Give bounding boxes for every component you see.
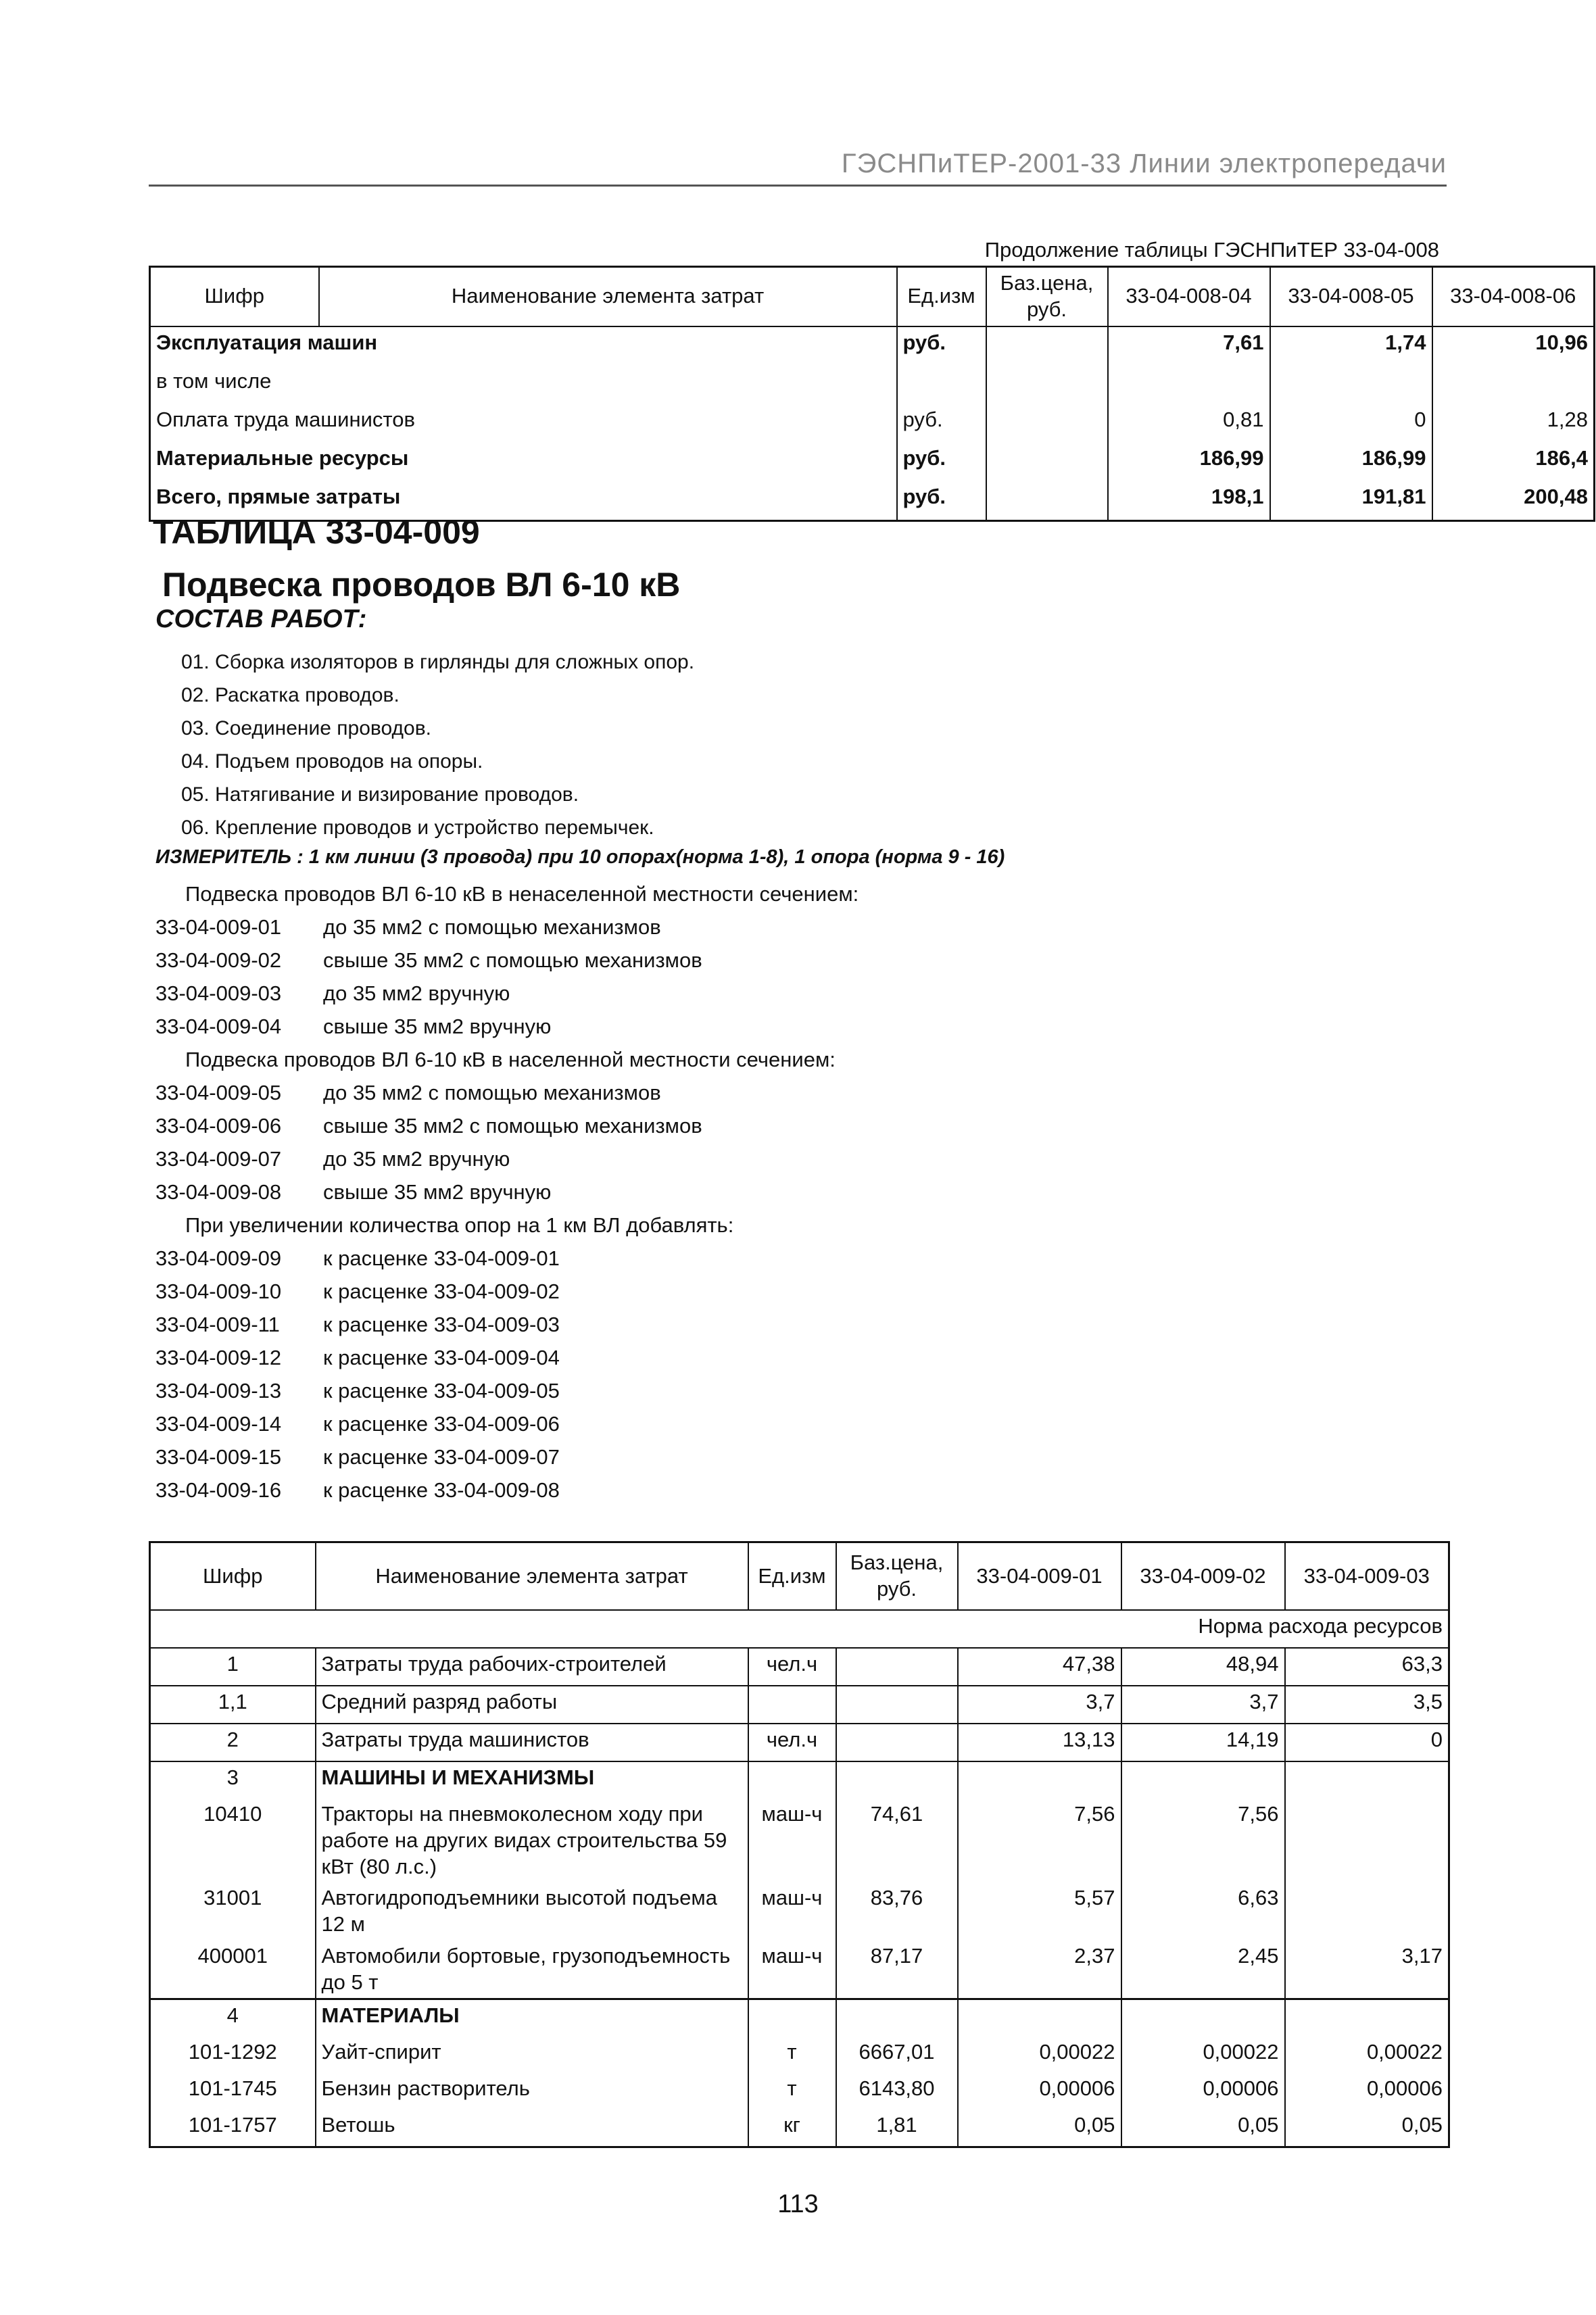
table-header-row [150, 1542, 1449, 1611]
value: 198,1 [1108, 481, 1270, 521]
row-value: 48,94 [1121, 1648, 1285, 1686]
cost-name: Материальные ресурсы [150, 443, 897, 481]
row-name: Бензин растворитель [316, 2073, 748, 2110]
row-code: 4 [150, 1999, 316, 2037]
row-unit: т [748, 2037, 836, 2073]
row-code: 101-1757 [150, 2110, 316, 2147]
column-header: 33-04-008-04 [1108, 267, 1270, 326]
row-value: 0,05 [1285, 2110, 1449, 2147]
table-row [150, 443, 1595, 481]
column-header: 33-04-009-02 [1121, 1542, 1285, 1611]
row-price [836, 1686, 958, 1724]
value: 186,99 [1108, 443, 1270, 481]
value: 1,28 [1432, 404, 1595, 443]
row-price [836, 1724, 958, 1761]
rate-code: 33-04-009-13 [155, 1379, 282, 1403]
value: 191,81 [1270, 481, 1432, 521]
column-header: 33-04-008-05 [1270, 267, 1432, 326]
work-list [181, 645, 694, 844]
row-value: 0,00006 [1121, 2073, 1285, 2110]
unit [897, 366, 986, 404]
row-name: Затраты труда рабочих-строителей [316, 1648, 748, 1686]
row-price [836, 1761, 958, 1799]
value [1108, 366, 1270, 404]
row-name: Автогидроподъемники высотой подъема 12 м [316, 1882, 748, 1941]
rate-code: 33-04-009-03 [155, 981, 282, 1005]
list-item [155, 977, 859, 1010]
rate-code: 33-04-009-09 [155, 1246, 282, 1270]
norm-label-row [150, 1610, 1449, 1648]
row-value: 2,45 [1121, 1941, 1285, 1999]
rate-desc: к расценке 33-04-009-04 [323, 1346, 560, 1369]
rate-code: 33-04-009-14 [155, 1412, 282, 1436]
running-header: ГЭСНПиТЕР-2001-33 Линии электропередачи [149, 149, 1447, 187]
list-item [155, 1374, 859, 1407]
table-title: Подвеска проводов ВЛ 6-10 кВ [162, 566, 681, 604]
table-row [150, 1686, 1449, 1724]
row-value: 63,3 [1285, 1648, 1449, 1686]
row-code: 400001 [150, 1941, 316, 1999]
rate-desc: свыше 35 мм2 вручную [323, 1015, 552, 1038]
table-row [150, 2110, 1449, 2147]
row-value: 0,00006 [1285, 2073, 1449, 2110]
base-price [986, 404, 1108, 443]
row-price: 87,17 [836, 1941, 958, 1999]
rate-desc: к расценке 33-04-009-08 [323, 1478, 560, 1502]
column-header: Баз.цена, руб. [986, 267, 1108, 326]
group-heading: При увеличении количества опор на 1 км ВЛ добавлять: [185, 1213, 734, 1237]
row-value [1285, 1799, 1449, 1882]
row-code: 101-1745 [150, 2073, 316, 2110]
row-value [1285, 1999, 1449, 2037]
list-item [155, 1473, 859, 1507]
continuation-note: Продолжение таблицы ГЭСНПиТЕР 33-04-008 [984, 238, 1439, 262]
row-price: 83,76 [836, 1882, 958, 1941]
row-value: 2,37 [958, 1941, 1121, 1999]
group-heading: Подвеска проводов ВЛ 6-10 кВ в населенной местности сечением: [185, 1048, 836, 1071]
table-row [150, 404, 1595, 443]
rate-code: 33-04-009-10 [155, 1280, 282, 1303]
list-item [155, 1142, 859, 1175]
list-item [155, 1407, 859, 1440]
rate-code: 33-04-009-04 [155, 1015, 282, 1038]
row-value: 3,17 [1285, 1941, 1449, 1999]
row-name: Автомобили бортовые, грузоподъемность до 5 т [316, 1941, 748, 1999]
row-value: 0,05 [1121, 2110, 1285, 2147]
row-value [1121, 1999, 1285, 2037]
column-header: Ед.изм [748, 1542, 836, 1611]
row-value [1121, 1761, 1285, 1799]
rate-desc: до 35 мм2 с помощью механизмов [323, 915, 661, 939]
row-name: Затраты труда машинистов [316, 1724, 748, 1761]
rate-desc: свыше 35 мм2 с помощью механизмов [323, 1114, 702, 1138]
list-item [155, 1308, 859, 1341]
rate-code: 33-04-009-06 [155, 1114, 282, 1138]
value: 0 [1270, 404, 1432, 443]
list-item [155, 1275, 859, 1308]
table-row [150, 366, 1595, 404]
row-code: 1 [150, 1648, 316, 1686]
unit: руб. [897, 481, 986, 521]
work-item: 06. Крепление проводов и устройство перемычек. [181, 817, 654, 839]
rate-desc: свыше 35 мм2 с помощью механизмов [323, 948, 702, 972]
work-item: 03. Соединение проводов. [181, 717, 431, 739]
rate-code: 33-04-009-02 [155, 948, 282, 972]
unit: руб. [897, 404, 986, 443]
row-code: 1,1 [150, 1686, 316, 1724]
row-value: 13,13 [958, 1724, 1121, 1761]
row-unit [748, 1686, 836, 1724]
rate-desc: к расценке 33-04-009-07 [323, 1445, 560, 1469]
table-row [150, 1882, 1449, 1941]
base-price [986, 366, 1108, 404]
table-row [150, 2073, 1449, 2110]
row-value: 47,38 [958, 1648, 1121, 1686]
value: 186,99 [1270, 443, 1432, 481]
column-header: Наименование элемента затрат [319, 267, 897, 326]
row-code: 2 [150, 1724, 316, 1761]
list-item [155, 944, 859, 977]
work-item: 02. Раскатка проводов. [181, 684, 400, 706]
row-value [958, 1999, 1121, 2037]
cost-name: Всего, прямые затраты [150, 481, 897, 521]
table-row [150, 1999, 1449, 2037]
table-row [150, 326, 1595, 366]
list-item [155, 910, 859, 944]
row-name: Ветошь [316, 2110, 748, 2147]
row-value: 0,00022 [1121, 2037, 1285, 2073]
measurement-unit: ИЗМЕРИТЕЛЬ : 1 км линии (3 провода) при 10 опорах(норма 1-8), 1 опора (норма 9 - 16) [155, 846, 1005, 868]
rate-code: 33-04-009-16 [155, 1478, 282, 1502]
row-value: 5,57 [958, 1882, 1121, 1941]
row-value: 3,5 [1285, 1686, 1449, 1724]
list-item [155, 1341, 859, 1374]
value: 186,4 [1432, 443, 1595, 481]
rate-list [155, 877, 859, 1507]
row-value: 6,63 [1121, 1882, 1285, 1941]
cost-name: Эксплуатация машин [150, 326, 897, 366]
rate-code: 33-04-009-08 [155, 1180, 282, 1204]
rate-code: 33-04-009-05 [155, 1081, 282, 1104]
table-code-heading: ТАБЛИЦА 33-04-009 [153, 513, 480, 551]
row-value [1285, 1761, 1449, 1799]
work-item: 05. Натягивание и визирование проводов. [181, 783, 579, 806]
work-item: 04. Подъем проводов на опоры. [181, 750, 483, 773]
rate-desc: к расценке 33-04-009-03 [323, 1313, 560, 1336]
row-unit: т [748, 2073, 836, 2110]
cost-name: Оплата труда машинистов [150, 404, 897, 443]
row-unit: маш-ч [748, 1882, 836, 1941]
row-price: 6667,01 [836, 2037, 958, 2073]
list-item [155, 1109, 859, 1142]
row-name: Тракторы на пневмоколесном ходу при работе на других видах строительства 59 кВт (80 л.с.) [316, 1799, 748, 1882]
rate-desc: до 35 мм2 вручную [323, 981, 510, 1005]
work-heading: СОСТАВ РАБОТ: [155, 605, 367, 633]
row-value: 0,05 [958, 2110, 1121, 2147]
rate-code: 33-04-009-07 [155, 1147, 282, 1171]
column-header: Шифр [150, 1542, 316, 1611]
column-header: 33-04-009-01 [958, 1542, 1121, 1611]
page-number: 113 [777, 2190, 819, 2218]
rate-desc: к расценке 33-04-009-05 [323, 1379, 560, 1403]
row-unit: чел.ч [748, 1648, 836, 1686]
list-item [155, 1440, 859, 1473]
row-unit: маш-ч [748, 1799, 836, 1882]
value: 1,74 [1270, 326, 1432, 366]
row-name: Средний разряд работы [316, 1686, 748, 1724]
value: 0,81 [1108, 404, 1270, 443]
row-price [836, 1648, 958, 1686]
column-header: 33-04-008-06 [1432, 267, 1595, 326]
row-unit [748, 1761, 836, 1799]
base-price [986, 481, 1108, 521]
column-header: Баз.цена, руб. [836, 1542, 958, 1611]
resource-norm-table-009 [149, 1541, 1450, 2148]
value: 7,61 [1108, 326, 1270, 366]
list-item [155, 1010, 859, 1043]
rate-code: 33-04-009-12 [155, 1346, 282, 1369]
rate-desc: к расценке 33-04-009-06 [323, 1412, 560, 1436]
rate-desc: к расценке 33-04-009-01 [323, 1246, 560, 1270]
value [1270, 366, 1432, 404]
value [1432, 366, 1595, 404]
list-item [155, 1175, 859, 1209]
row-code: 101-1292 [150, 2037, 316, 2073]
column-header: Наименование элемента затрат [316, 1542, 748, 1611]
row-value: 7,56 [958, 1799, 1121, 1882]
unit: руб. [897, 443, 986, 481]
table-row [150, 1761, 1449, 1799]
list-item [155, 1076, 859, 1109]
table-row [150, 2037, 1449, 2073]
row-price: 1,81 [836, 2110, 958, 2147]
table-row [150, 1799, 1449, 1882]
row-name: МАТЕРИАЛЫ [316, 1999, 748, 2037]
row-name: МАШИНЫ И МЕХАНИЗМЫ [316, 1761, 748, 1799]
row-value: 0,00006 [958, 2073, 1121, 2110]
unit: руб. [897, 326, 986, 366]
row-value: 0 [1285, 1724, 1449, 1761]
table-row [150, 1724, 1449, 1761]
base-price [986, 326, 1108, 366]
row-value [1285, 1882, 1449, 1941]
row-value: 14,19 [1121, 1724, 1285, 1761]
rate-desc: до 35 мм2 вручную [323, 1147, 510, 1171]
rate-code: 33-04-009-15 [155, 1445, 282, 1469]
list-item [155, 1242, 859, 1275]
row-price [836, 1999, 958, 2037]
rate-code: 33-04-009-01 [155, 915, 282, 939]
table-row [150, 1941, 1449, 1999]
column-header: 33-04-009-03 [1285, 1542, 1449, 1611]
row-unit: кг [748, 2110, 836, 2147]
row-unit: маш-ч [748, 1941, 836, 1999]
column-header: Шифр [150, 267, 319, 326]
row-code: 10410 [150, 1799, 316, 1882]
row-value: 0,00022 [958, 2037, 1121, 2073]
cost-table-008 [149, 266, 1595, 522]
row-code: 3 [150, 1761, 316, 1799]
value: 10,96 [1432, 326, 1595, 366]
column-header: Ед.изм [897, 267, 986, 326]
table-row [150, 1648, 1449, 1686]
work-item: 01. Сборка изоляторов в гирлянды для сложных опор. [181, 651, 695, 673]
cost-name: в том числе [150, 366, 897, 404]
base-price [986, 443, 1108, 481]
row-value: 7,56 [1121, 1799, 1285, 1882]
row-value: 3,7 [958, 1686, 1121, 1724]
group-heading: Подвеска проводов ВЛ 6-10 кВ в ненаселенной местности сечением: [185, 882, 859, 906]
rate-desc: свыше 35 мм2 вручную [323, 1180, 552, 1204]
norm-label: Норма расхода ресурсов [150, 1610, 1449, 1648]
row-name: Уайт-спирит [316, 2037, 748, 2073]
row-value: 3,7 [1121, 1686, 1285, 1724]
rate-code: 33-04-009-11 [155, 1313, 280, 1336]
row-price: 74,61 [836, 1799, 958, 1882]
row-value [958, 1761, 1121, 1799]
row-unit: чел.ч [748, 1724, 836, 1761]
row-price: 6143,80 [836, 2073, 958, 2110]
rate-desc: до 35 мм2 с помощью механизмов [323, 1081, 661, 1104]
value: 200,48 [1432, 481, 1595, 521]
row-unit [748, 1999, 836, 2037]
row-value: 0,00022 [1285, 2037, 1449, 2073]
table-header-row [150, 267, 1595, 326]
rate-desc: к расценке 33-04-009-02 [323, 1280, 560, 1303]
row-code: 31001 [150, 1882, 316, 1941]
